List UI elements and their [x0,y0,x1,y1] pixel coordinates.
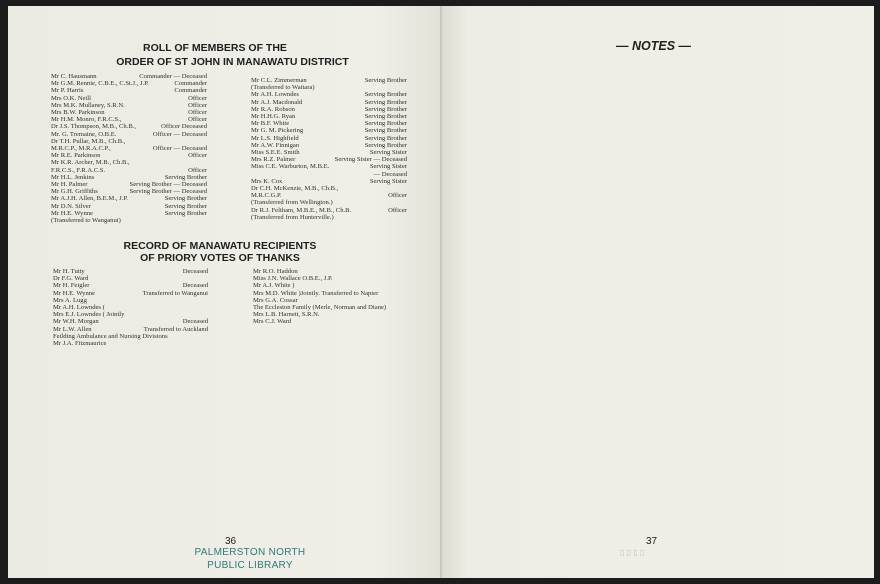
entry-name: Mr A.W. Finnigan [251,141,300,149]
entry-role: Deceased [182,282,208,290]
stamp-show-through: ▯ ▯ ▯ ▯ [620,548,645,557]
entry-role: Officer [188,152,207,160]
library-stamp [190,546,310,572]
entry-name: Mr A.J.H. Allen, B.E.M., J.P. [51,195,128,203]
entry-name: Mr H.L. Jenkins [51,173,95,181]
entry-name: Mrs G.A. Cossar [253,296,298,304]
entry-role: — Deceased [373,170,407,178]
entry-name: Mr H.H.G. Ryan [251,113,296,120]
entry-name: (Transferred from Wellington.) [251,199,333,207]
list-item [53,318,208,325]
list-item [251,192,407,199]
entry-name: Miss S.E.E. Smith [251,149,300,156]
entry-name: Dr F.G. Ward [53,275,89,283]
page-number-right: 37 [646,536,658,547]
entry-name: Mr B.F. White [251,120,290,128]
list-item [51,131,207,138]
list-item [251,135,407,142]
entry-name: Mr. G. Tremaine, O.B.E. [51,130,117,138]
entry-role: Officer — Deceased [152,130,207,138]
list-item [251,178,407,185]
entry-name: (Transferred to Wanganui) [51,217,121,224]
entry-role: Serving Brother [164,209,207,217]
list-item [53,304,208,311]
entry-name: Dr T.H. Pullar, M.B., Ch.B., [51,137,126,145]
entry-role: Serving Sister — Deceased [334,156,407,164]
entry-name: Mrs M.D. White )Jointly. Transferred to Napier [253,289,379,297]
list-item [51,152,207,159]
record-title-line-2: OF PRIORY VOTES OF THANKS [140,252,300,264]
list-item [253,275,423,282]
entry-role: Commander [174,80,207,88]
entry-name: Mrs R.Z. Palmer [251,156,296,164]
list-item [251,214,407,221]
list-item [251,149,407,156]
entry-name: Mr R.A. Robson [251,105,295,113]
record-title-line-1: RECORD OF MANAWATU RECIPIENTS [123,240,317,252]
list-item [253,268,423,275]
entry-role: Deceased [182,268,208,275]
entry-name: Mr C. Hausmann [51,73,97,80]
entry-name: Mrs K. Cox [251,177,283,185]
entry-name: Mr H.E. Wynne [53,289,95,297]
list-item [51,217,207,224]
entry-role: Serving Brother [164,173,207,181]
list-item [51,210,207,217]
list-item [51,102,207,109]
entry-role: Serving Brother [364,77,407,84]
entry-role: Officer [188,101,207,109]
entry-name: Mr L.W. Allen [53,325,92,333]
list-item [53,282,208,289]
list-item [51,174,207,181]
list-item [51,123,207,130]
list-item [253,290,423,297]
list-item [51,188,207,195]
list-item [253,282,423,289]
entry-name: Mrs A. Lugg [53,296,87,304]
list-item [53,326,208,333]
right-page [442,6,874,578]
entry-name: Mrs E.J. Lowndes ( Jointly [53,311,125,319]
entry-name: F.R.C.S., F.R.A.C.S. [51,166,106,174]
notes-title: — NOTES — [616,39,692,53]
list-item [251,185,407,192]
list-item [51,167,207,174]
entry-role: Serving Brother [364,141,407,149]
list-item [51,87,207,94]
entry-role: Serving Brother [364,105,407,113]
list-item [51,73,207,80]
entry-role: Officer [188,116,207,124]
entry-role: Commander — Deceased [139,73,207,80]
entry-name: Mr A.J. White ) [253,282,295,290]
entry-role: Officer Deceased [161,123,207,131]
entry-role: Serving Brother [364,113,407,120]
entry-name: Dr C.H. McKenzie, M.B., Ch.B., [251,185,339,192]
list-item [253,318,423,325]
entry-name: Mr J.A. Fitzmaurice [53,340,107,347]
entry-name: Mrs B.W. Parkinson [51,109,105,116]
list-item [53,297,208,304]
list-item [53,268,208,275]
list-item [251,163,407,170]
list-item [251,106,407,113]
list-item [51,195,207,202]
entry-name: Miss C.E. Warburton, M.B.E. [251,163,330,171]
list-item [251,84,407,91]
entry-role: Serving Sister [369,163,407,171]
list-item [253,297,423,304]
entry-role: Officer [188,166,207,174]
entry-role: Serving Brother — Deceased [129,188,207,196]
entry-name: Mr K.R. Archer, M.B., Ch.B., [51,159,130,167]
entry-name: Miss J.N. Wallace O.B.E., J.P. [253,275,333,283]
list-item [51,80,207,87]
entry-name: The Eccleston Family (Merle, Norman and Diane) [253,304,387,311]
entry-name: Mr G.M. Rennie, C.B.E., C.St.J., J.P. [51,80,149,88]
entry-role: Officer [188,109,207,116]
entry-name: Mr H. Tutty [53,268,85,275]
entry-name: Mr G. M. Pickering [251,127,304,135]
entry-name: Mr R.E. Parkinson [51,152,101,160]
entry-role: Serving Brother [164,195,207,203]
list-item [253,304,423,311]
list-item [51,203,207,210]
entry-name: M.R.C.P., M.R.A.C.P., [51,145,111,152]
entry-name: Mrs M.K. Mullaney, S.R.N. [51,101,125,109]
list-item [53,311,208,318]
entry-role: Serving Brother [364,120,407,128]
entry-role: Officer [388,206,407,214]
entry-name: Mr A.J. Macdonald [251,98,303,106]
list-item [251,99,407,106]
entry-role: Officer [188,94,207,102]
entry-role: Serving Brother [364,98,407,106]
list-item [251,142,407,149]
list-item [251,127,407,134]
list-item [51,116,207,123]
list-item [53,290,208,297]
list-item [53,333,208,340]
list-item [251,91,407,98]
entry-name: Mr C.L. Zimmerman [251,77,307,84]
entry-role: Serving Brother — Deceased [129,181,207,188]
list-item [53,340,208,347]
entry-role: Serving Brother [364,91,407,99]
entry-name: Mrs C.J. Ward [253,318,292,326]
entry-name: Mr P. Harris [51,87,84,95]
entry-role: Officer [388,192,407,200]
list-item [253,311,423,318]
entry-role: Serving Sister [369,177,407,185]
page-number-left: 36 [225,536,237,547]
list-item [251,199,407,206]
list-item [53,275,208,282]
roll-title-line-1: ROLL OF MEMBERS OF THE [143,42,287,54]
roll-title-line-2: ORDER OF ST JOHN IN MANAWATU DISTRICT [116,56,349,68]
entry-name: Dr J.S. Thompson, M.B., Ch.B., [51,123,137,131]
entry-role: Transferred to Wanganui [142,289,208,297]
list-item [51,181,207,188]
entry-role: Serving Brother [164,202,207,210]
entry-role: Serving Brother [364,127,407,135]
entry-role: Transferred to Auckland [143,325,208,333]
entry-name: (Transferred from Hunterville.) [251,213,334,221]
entry-role: Serving Brother [364,134,407,142]
list-item [251,207,407,214]
list-item [51,159,207,166]
entry-role: Commander [174,87,207,95]
list-item [251,113,407,120]
entry-name: Mr A.H. Lowndes [251,91,299,99]
entry-role: Serving Sister [369,149,407,156]
list-item [251,120,407,127]
entry-name: Mr W.H. Morgan [53,318,99,326]
entry-name: Mr L.S. Highfield [251,134,299,142]
library-stamp-line-2: PUBLIC LIBRARY [207,560,293,571]
entry-name: Dr R.J. Feltham, M.B.E., M.B., Ch.B. [251,206,352,214]
list-item [251,77,407,84]
entry-name: Mr H.M. Monro, F.R.C.S., [51,116,122,124]
list-item [251,156,407,163]
entry-name: Mr R.O. Haddon [253,268,298,275]
list-item [51,138,207,145]
entry-name: Mr H. Palmer [51,181,88,188]
entry-name: Mr D.N. Silver [51,202,91,210]
entry-name: Feilding Ambulance and Nursing Divisions [53,332,168,340]
entry-name: Mr G.H. Griffiths [51,188,98,196]
entry-name: Mr H. Feigler [53,282,90,290]
entry-name: Mrs O.K. Neill [51,94,91,102]
entry-role: Officer — Deceased [152,145,207,152]
list-item [51,145,207,152]
entry-name: Mrs L.B. Harnett, S.R.N. [253,311,320,319]
entry-name: Mr A.H. Lowndes ( [53,304,105,311]
entry-name: M.R.C.G.P. [251,192,282,200]
entry-name: Mr H.E. Wynne [51,209,93,217]
list-item [51,109,207,116]
list-item [51,95,207,102]
entry-role: Deceased [182,318,208,326]
entry-name: (Transferred to Waitara) [251,84,315,92]
library-stamp-line-1: PALMERSTON NORTH [194,547,306,558]
